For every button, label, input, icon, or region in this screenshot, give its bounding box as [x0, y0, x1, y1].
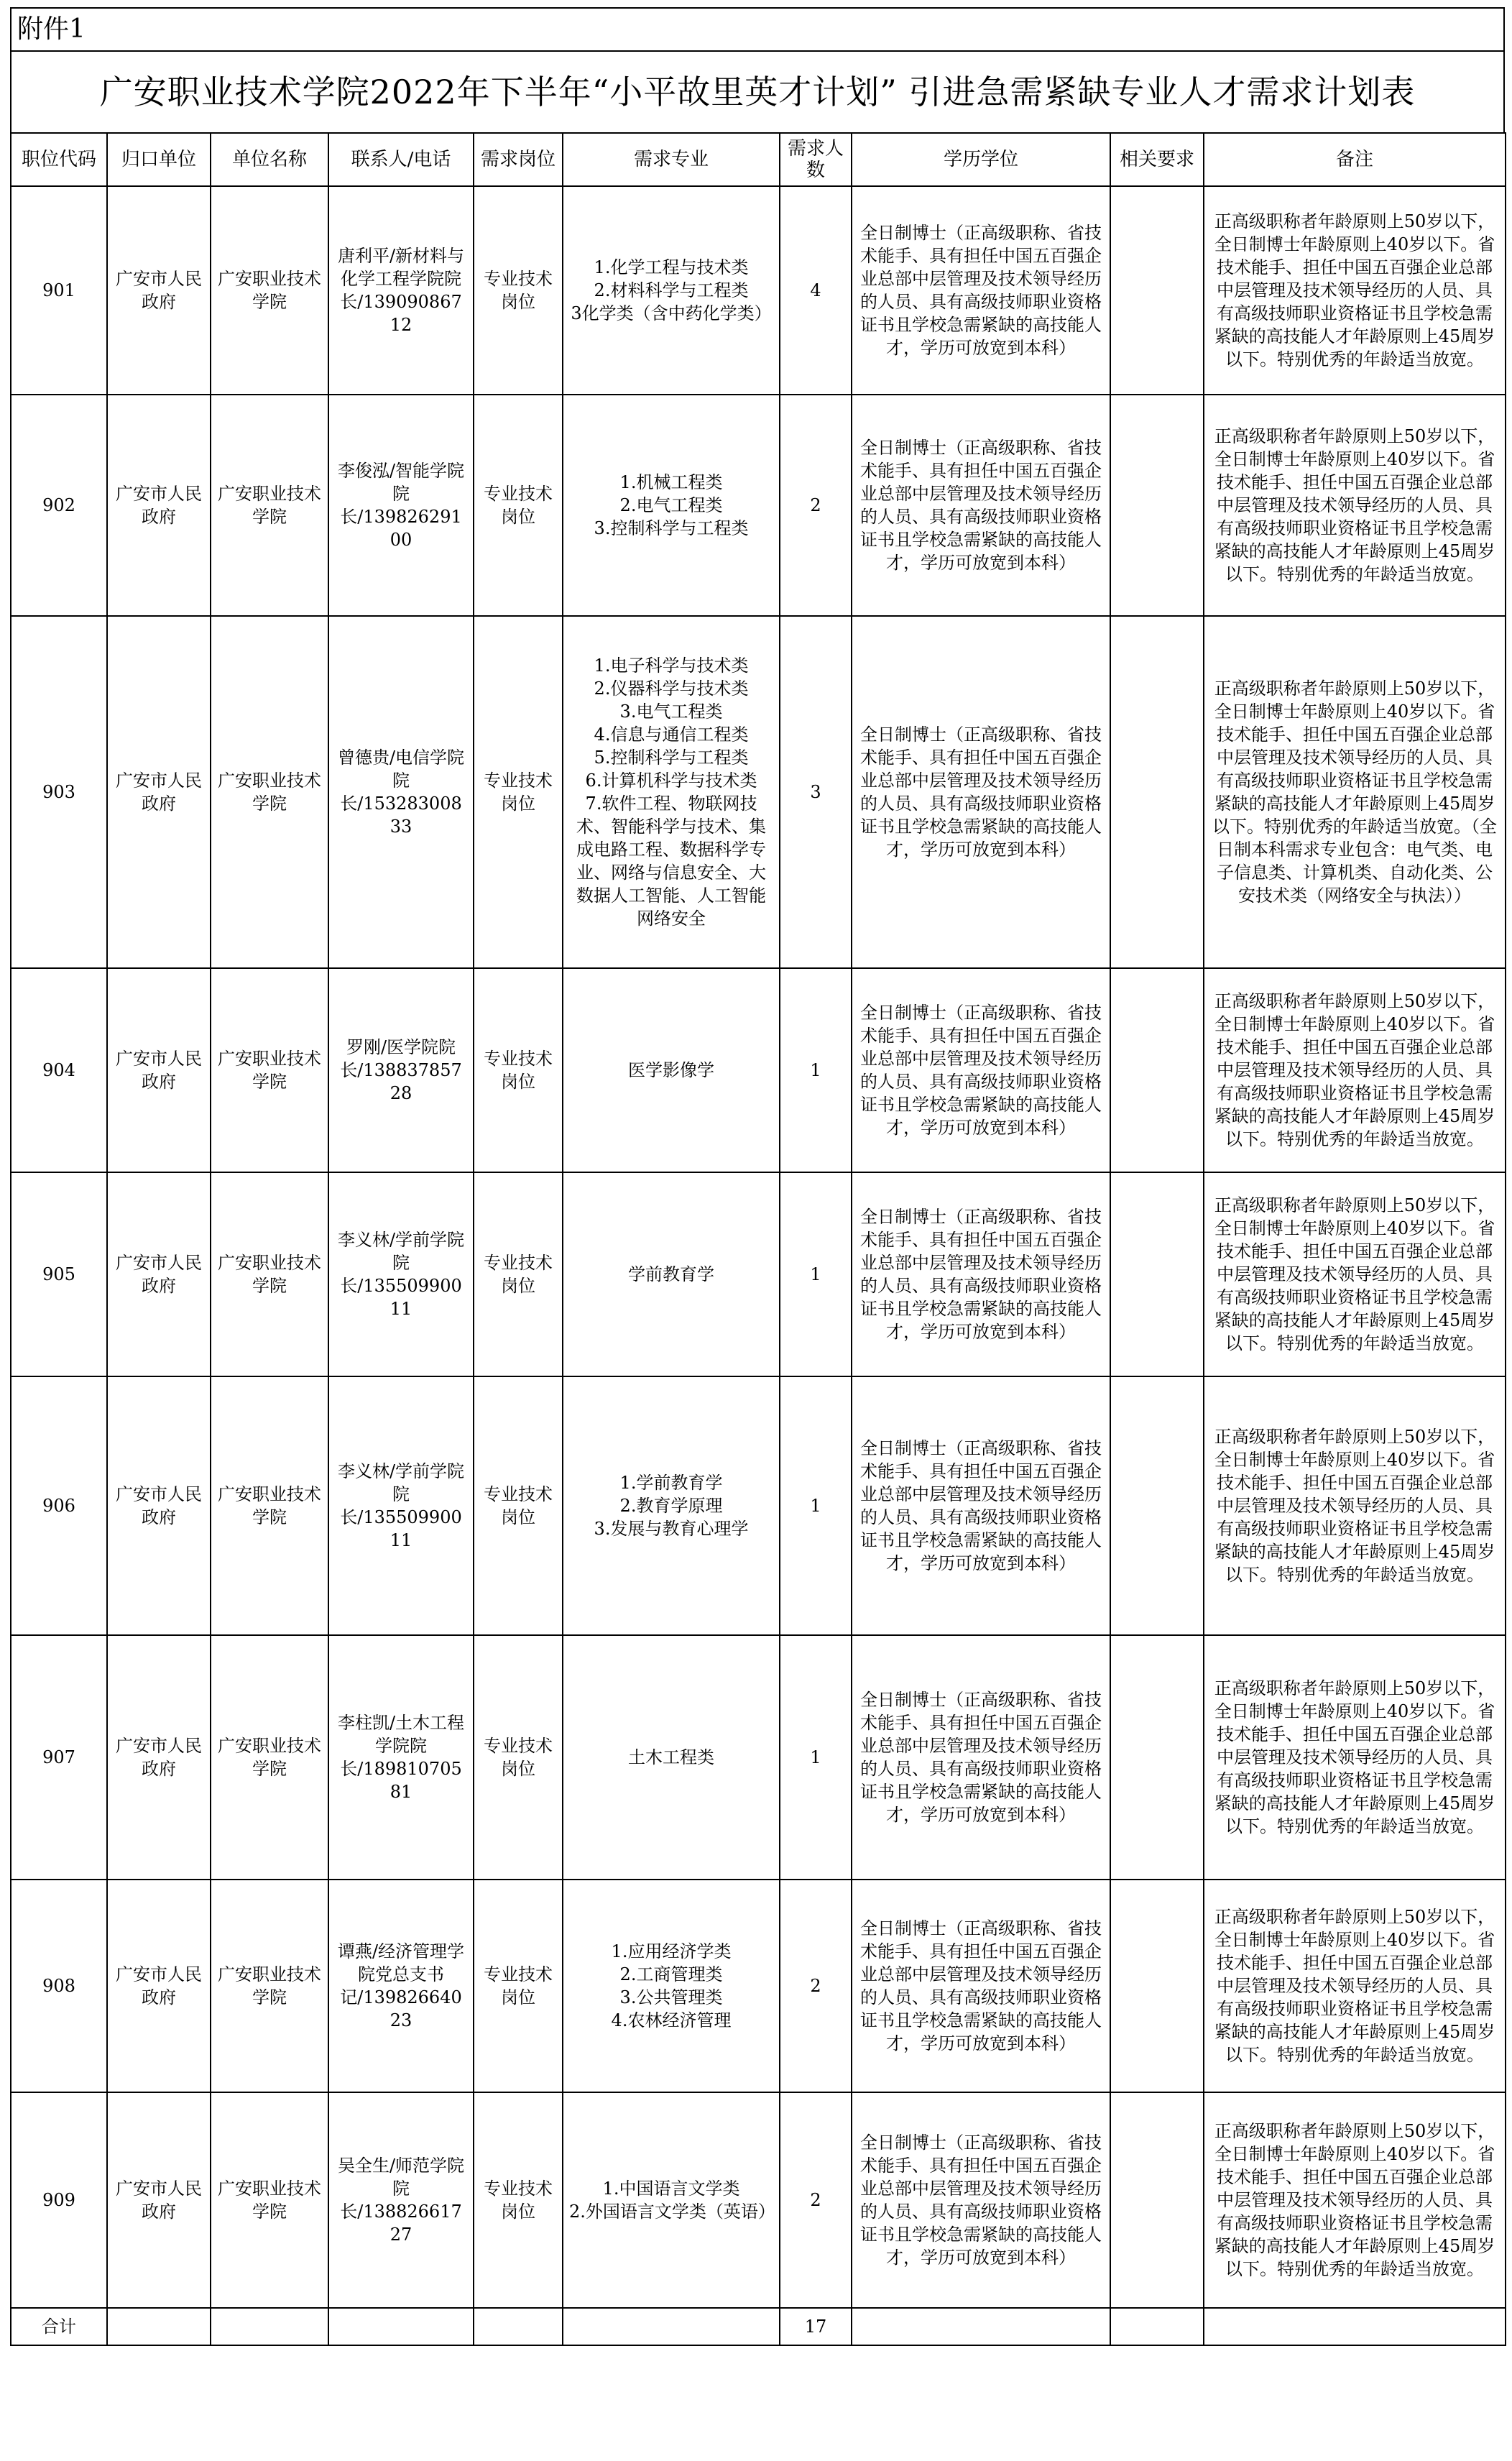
total-empty-cell: [1204, 2308, 1506, 2345]
remarks-cell: 正高级职称者年龄原则上50岁以下，全日制博士年龄原则上40岁以下。省技术能手、担任中国五百强企业总部中层管理及技术领导经历的人员、具有高级技师职业资格证书且学校急需紧缺的高技能人才年龄原则上45周岁以下。特别优秀的年龄适当放宽。: [1204, 2092, 1506, 2308]
demand-count-cell: 1: [780, 1635, 852, 1880]
position-code-cell: 902: [11, 395, 107, 616]
education-cell: 全日制博士（正高级职称、省技术能手、具有担任中国五百强企业总部中层管理及技术领导经历的人员、具有高级技师职业资格证书且学校急需紧缺的高技能人才，学历可放宽到本科）: [852, 186, 1110, 395]
total-empty-cell: [211, 2308, 328, 2345]
post-cell: 专业技术岗位: [474, 395, 563, 616]
contact-cell: 李义林/学前学院院长/13550990011: [328, 1376, 474, 1635]
education-cell: 全日制博士（正高级职称、省技术能手、具有担任中国五百强企业总部中层管理及技术领导经历的人员、具有高级技师职业资格证书且学校急需紧缺的高技能人才，学历可放宽到本科）: [852, 2092, 1110, 2308]
header-major: 需求专业: [563, 133, 780, 186]
major-item: 3.公共管理类: [619, 1987, 723, 2007]
post-cell: 专业技术岗位: [474, 1376, 563, 1635]
major-item: 2.工商管理类: [619, 1964, 723, 1984]
major-item: 1.化学工程与技术类: [594, 257, 749, 277]
demand-count-cell: 2: [780, 395, 852, 616]
org-name-cell: 广安职业技术学院: [211, 2092, 328, 2308]
major-item: 7.软件工程、物联网技术、智能科学与技术、集成电路工程、数据科学专业、网络与信息安全、大数据人工智能、人工智能网络安全: [576, 794, 766, 929]
remarks-cell: 正高级职称者年龄原则上50岁以下，全日制博士年龄原则上40岁以下。省技术能手、担任中国五百强企业总部中层管理及技术领导经历的人员、具有高级技师职业资格证书且学校急需紧缺的高技能人才年龄原则上45周岁以下。特别优秀的年龄适当放宽。: [1204, 968, 1506, 1172]
demand-count-cell: 2: [780, 1880, 852, 2092]
total-label: 合计: [11, 2308, 107, 2345]
major-cell: [563, 186, 780, 395]
major-cell: [563, 395, 780, 616]
post-cell: 专业技术岗位: [474, 186, 563, 395]
unit-cell: 广安市人民政府: [107, 968, 211, 1172]
remarks-cell: 正高级职称者年龄原则上50岁以下，全日制博士年龄原则上40岁以下。省技术能手、担任中国五百强企业总部中层管理及技术领导经历的人员、具有高级技师职业资格证书且学校急需紧缺的高技能人才年龄原则上45周岁以下。特别优秀的年龄适当放宽。: [1204, 1376, 1506, 1635]
major-item: 1.中国语言文学类: [602, 2179, 740, 2199]
table-row: [11, 186, 1506, 395]
contact-cell: 李俊泓/智能学院院长/13982629100: [328, 395, 474, 616]
major-item: 医学影像学: [628, 1060, 714, 1080]
demand-count-cell: 2: [780, 2092, 852, 2308]
header-note: 备注: [1204, 133, 1506, 186]
table-row: [11, 1172, 1506, 1376]
contact-cell: 谭燕/经济管理学院党总支书记/13982664023: [328, 1880, 474, 2092]
org-name-cell: 广安职业技术学院: [211, 1172, 328, 1376]
table-row: [11, 1880, 1506, 2092]
position-code-cell: 903: [11, 616, 107, 968]
post-cell: 专业技术岗位: [474, 968, 563, 1172]
table-body: [11, 186, 1506, 2308]
table-row: [11, 1635, 1506, 1880]
position-code-cell: 907: [11, 1635, 107, 1880]
header-count: 需求人数: [780, 133, 852, 186]
education-cell: 全日制博士（正高级职称、省技术能手、具有担任中国五百强企业总部中层管理及技术领导经历的人员、具有高级技师职业资格证书且学校急需紧缺的高技能人才，学历可放宽到本科）: [852, 1635, 1110, 1880]
position-code-cell: 909: [11, 2092, 107, 2308]
total-empty-cell: [328, 2308, 474, 2345]
org-name-cell: 广安职业技术学院: [211, 1376, 328, 1635]
major-item: 1.应用经济学类: [611, 1941, 732, 1961]
total-empty-cell: [474, 2308, 563, 2345]
table-row: [11, 1376, 1506, 1635]
position-code-cell: 901: [11, 186, 107, 395]
requirements-cell: [1110, 2092, 1204, 2308]
major-item: 5.控制科学与工程类: [594, 748, 749, 768]
remarks-cell: 正高级职称者年龄原则上50岁以下，全日制博士年龄原则上40岁以下。省技术能手、担任中国五百强企业总部中层管理及技术领导经历的人员、具有高级技师职业资格证书且学校急需紧缺的高技能人才年龄原则上45周岁以下。特别优秀的年龄适当放宽。: [1204, 395, 1506, 616]
total-empty-cell: [107, 2308, 211, 2345]
header-post: 需求岗位: [474, 133, 563, 186]
table-row: [11, 616, 1506, 968]
major-item: 2.教育学原理: [619, 1496, 723, 1516]
major-cell: [563, 1376, 780, 1635]
post-cell: 专业技术岗位: [474, 1635, 563, 1880]
post-cell: 专业技术岗位: [474, 616, 563, 968]
major-item: 2.仪器科学与技术类: [594, 678, 749, 699]
demand-count-cell: 3: [780, 616, 852, 968]
major-item: 6.计算机科学与技术类: [585, 770, 757, 791]
major-item: 4.信息与通信工程类: [594, 724, 749, 745]
header-edu: 学历学位: [852, 133, 1110, 186]
table-row: [11, 395, 1506, 616]
org-name-cell: 广安职业技术学院: [211, 395, 328, 616]
position-code-cell: 908: [11, 1880, 107, 2092]
education-cell: 全日制博士（正高级职称、省技术能手、具有担任中国五百强企业总部中层管理及技术领导经历的人员、具有高级技师职业资格证书且学校急需紧缺的高技能人才，学历可放宽到本科）: [852, 1880, 1110, 2092]
unit-cell: 广安市人民政府: [107, 395, 211, 616]
major-cell: [563, 1880, 780, 2092]
unit-cell: 广安市人民政府: [107, 1172, 211, 1376]
contact-cell: 吴全生/师范学院院长/13882661727: [328, 2092, 474, 2308]
education-cell: 全日制博士（正高级职称、省技术能手、具有担任中国五百强企业总部中层管理及技术领导经历的人员、具有高级技师职业资格证书且学校急需紧缺的高技能人才，学历可放宽到本科）: [852, 616, 1110, 968]
header-req: 相关要求: [1110, 133, 1204, 186]
total-empty-cell: [1110, 2308, 1204, 2345]
total-count: 17: [780, 2308, 852, 2345]
unit-cell: 广安市人民政府: [107, 2092, 211, 2308]
major-item: 1.电子科学与技术类: [594, 656, 749, 676]
major-item: 1.学前教育学: [619, 1473, 723, 1493]
major-item: 2.电气工程类: [619, 495, 723, 515]
header-row: [11, 133, 1506, 186]
major-item: 2.材料科学与工程类: [594, 280, 749, 300]
requirements-cell: [1110, 968, 1204, 1172]
total-row: [11, 2308, 1506, 2345]
page-title: 广安职业技术学院2022年下半年“小平故里英才计划” 引进急需紧缺专业人才需求计划表: [10, 52, 1505, 132]
major-item: 3化学类（含中药化学类）: [571, 303, 772, 323]
org-name-cell: 广安职业技术学院: [211, 186, 328, 395]
unit-cell: 广安市人民政府: [107, 616, 211, 968]
remarks-cell: 正高级职称者年龄原则上50岁以下，全日制博士年龄原则上40岁以下。省技术能手、担任中国五百强企业总部中层管理及技术领导经历的人员、具有高级技师职业资格证书且学校急需紧缺的高技能人才年龄原则上45周岁以下。特别优秀的年龄适当放宽。: [1204, 186, 1506, 395]
major-item: 3.控制科学与工程类: [594, 518, 749, 538]
header-unit: 归口单位: [107, 133, 211, 186]
requirements-cell: [1110, 1172, 1204, 1376]
major-item: 1.机械工程类: [619, 472, 723, 492]
major-cell: [563, 1172, 780, 1376]
org-name-cell: 广安职业技术学院: [211, 616, 328, 968]
header-code: 职位代码: [11, 133, 107, 186]
major-item: 土木工程类: [628, 1747, 714, 1767]
major-item: 学前教育学: [628, 1264, 714, 1284]
contact-cell: 唐利平/新材料与化学工程学院院长/13909086712: [328, 186, 474, 395]
remarks-cell: 正高级职称者年龄原则上50岁以下，全日制博士年龄原则上40岁以下。省技术能手、担任中国五百强企业总部中层管理及技术领导经历的人员、具有高级技师职业资格证书且学校急需紧缺的高技能人才年龄原则上45周岁以下。特别优秀的年龄适当放宽。: [1204, 1880, 1506, 2092]
demand-count-cell: 1: [780, 968, 852, 1172]
major-item: 4.农林经济管理: [611, 2010, 732, 2030]
requirements-cell: [1110, 1635, 1204, 1880]
post-cell: 专业技术岗位: [474, 1880, 563, 2092]
education-cell: 全日制博士（正高级职称、省技术能手、具有担任中国五百强企业总部中层管理及技术领导经历的人员、具有高级技师职业资格证书且学校急需紧缺的高技能人才，学历可放宽到本科）: [852, 1172, 1110, 1376]
remarks-cell: 正高级职称者年龄原则上50岁以下，全日制博士年龄原则上40岁以下。省技术能手、担任中国五百强企业总部中层管理及技术领导经历的人员、具有高级技师职业资格证书且学校急需紧缺的高技能人才年龄原则上45周岁以下。特别优秀的年龄适当放宽。（全日制本科需求专业包含：电气类、电子信息类、计算机类、自动化类、公安技术类（网络安全与执法））: [1204, 616, 1506, 968]
requirements-cell: [1110, 395, 1204, 616]
requirements-cell: [1110, 1376, 1204, 1635]
position-code-cell: 904: [11, 968, 107, 1172]
major-cell: [563, 616, 780, 968]
total-empty-cell: [852, 2308, 1110, 2345]
contact-cell: 曾德贵/电信学院院长/15328300833: [328, 616, 474, 968]
education-cell: 全日制博士（正高级职称、省技术能手、具有担任中国五百强企业总部中层管理及技术领导经历的人员、具有高级技师职业资格证书且学校急需紧缺的高技能人才，学历可放宽到本科）: [852, 968, 1110, 1172]
contact-cell: 李柱凯/土木工程学院院长/18981070581: [328, 1635, 474, 1880]
header-org: 单位名称: [211, 133, 328, 186]
total-empty-cell: [563, 2308, 780, 2345]
demand-count-cell: 1: [780, 1376, 852, 1635]
education-cell: 全日制博士（正高级职称、省技术能手、具有担任中国五百强企业总部中层管理及技术领导经历的人员、具有高级技师职业资格证书且学校急需紧缺的高技能人才，学历可放宽到本科）: [852, 1376, 1110, 1635]
demand-count-cell: 4: [780, 186, 852, 395]
unit-cell: 广安市人民政府: [107, 1376, 211, 1635]
major-cell: [563, 2092, 780, 2308]
major-item: 2.外国语言文学类（英语）: [569, 2202, 775, 2222]
major-cell: [563, 968, 780, 1172]
education-cell: 全日制博士（正高级职称、省技术能手、具有担任中国五百强企业总部中层管理及技术领导经历的人员、具有高级技师职业资格证书且学校急需紧缺的高技能人才，学历可放宽到本科）: [852, 395, 1110, 616]
org-name-cell: 广安职业技术学院: [211, 968, 328, 1172]
header-contact: 联系人/电话: [328, 133, 474, 186]
remarks-cell: 正高级职称者年龄原则上50岁以下，全日制博士年龄原则上40岁以下。省技术能手、担任中国五百强企业总部中层管理及技术领导经历的人员、具有高级技师职业资格证书且学校急需紧缺的高技能人才年龄原则上45周岁以下。特别优秀的年龄适当放宽。: [1204, 1172, 1506, 1376]
talent-demand-table: [10, 132, 1506, 2346]
unit-cell: 广安市人民政府: [107, 186, 211, 395]
org-name-cell: 广安职业技术学院: [211, 1880, 328, 2092]
contact-cell: 罗刚/医学院院长/13883785728: [328, 968, 474, 1172]
major-item: 3.发展与教育心理学: [594, 1519, 749, 1539]
contact-cell: 李义林/学前学院院长/13550990011: [328, 1172, 474, 1376]
position-code-cell: 906: [11, 1376, 107, 1635]
table-row: [11, 968, 1506, 1172]
requirements-cell: [1110, 1880, 1204, 2092]
major-item: 3.电气工程类: [619, 702, 723, 722]
unit-cell: 广安市人民政府: [107, 1880, 211, 2092]
post-cell: 专业技术岗位: [474, 1172, 563, 1376]
remarks-cell: 正高级职称者年龄原则上50岁以下，全日制博士年龄原则上40岁以下。省技术能手、担任中国五百强企业总部中层管理及技术领导经历的人员、具有高级技师职业资格证书且学校急需紧缺的高技能人才年龄原则上45周岁以下。特别优秀的年龄适当放宽。: [1204, 1635, 1506, 1880]
unit-cell: 广安市人民政府: [107, 1635, 211, 1880]
post-cell: 专业技术岗位: [474, 2092, 563, 2308]
requirements-cell: [1110, 186, 1204, 395]
attachment-label: 附件1: [10, 7, 1505, 52]
position-code-cell: 905: [11, 1172, 107, 1376]
requirements-cell: [1110, 616, 1204, 968]
major-cell: [563, 1635, 780, 1880]
demand-count-cell: 1: [780, 1172, 852, 1376]
table-row: [11, 2092, 1506, 2308]
org-name-cell: 广安职业技术学院: [211, 1635, 328, 1880]
